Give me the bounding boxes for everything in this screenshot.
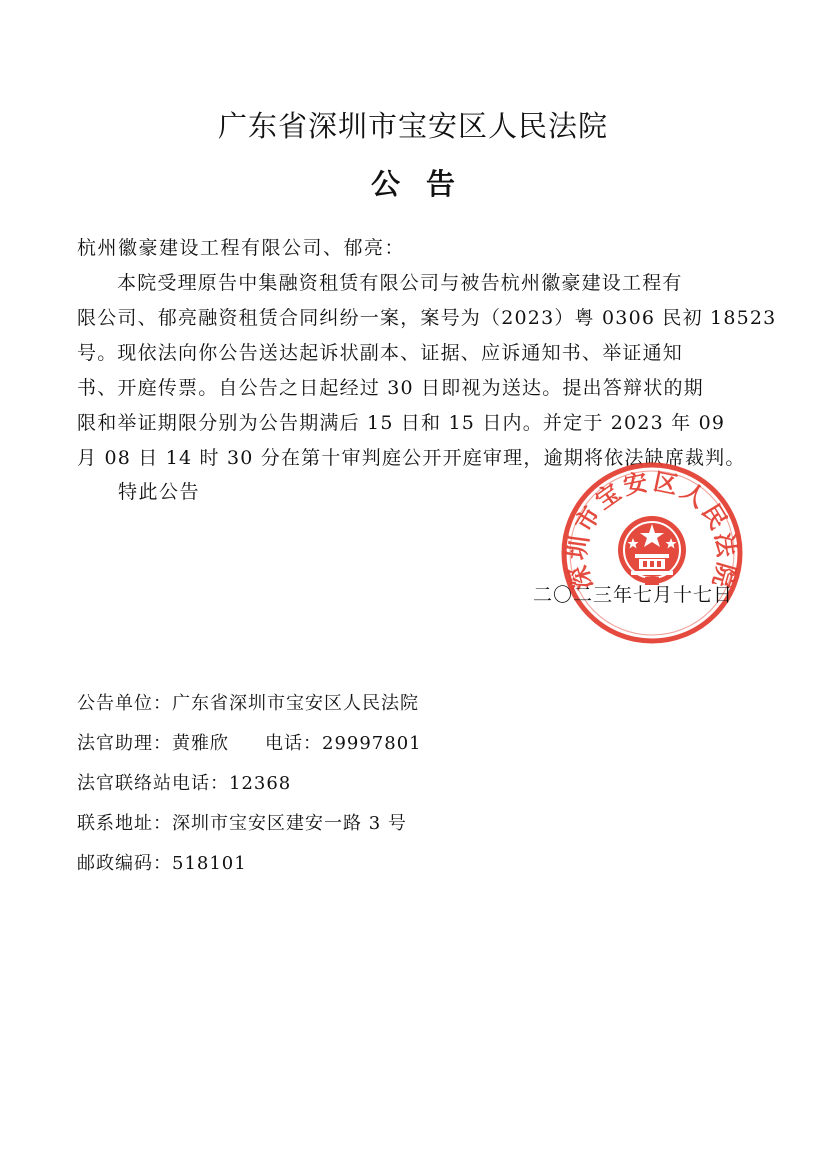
court-title: 广东省深圳市宝安区人民法院 bbox=[217, 109, 608, 143]
address-label: 联系地址： bbox=[77, 813, 172, 834]
body-line: 限和举证期限分别为公告期满后 15 日和 15 日内。并定于 2023 年 09 bbox=[77, 412, 726, 434]
body-line: 号。现依法向你公告送达起诉状副本、证据、应诉通知书、举证通知 bbox=[77, 342, 684, 364]
hotline-label: 法官联络站电话： bbox=[77, 773, 229, 794]
assistant-value: 黄雅欣 bbox=[172, 733, 229, 754]
phone-value: 29997801 bbox=[322, 733, 422, 754]
hotline-row bbox=[77, 764, 422, 804]
notice-body bbox=[77, 266, 777, 476]
assistant-label: 法官助理： bbox=[77, 733, 172, 754]
phone-label: 电话： bbox=[265, 733, 322, 754]
body-line: 月 08 日 14 时 30 分在第十审判庭公开开庭审理，逾期将依法缺席裁判。 bbox=[77, 447, 746, 469]
body-line: 本院受理原告中集融资租赁有限公司与被告杭州徽豪建设工程有 bbox=[117, 272, 683, 294]
assistant-row bbox=[77, 724, 422, 764]
postcode-label: 邮政编码： bbox=[77, 853, 172, 874]
address-row bbox=[77, 804, 422, 844]
seal-text: 深圳市宝安区人民法院 bbox=[562, 467, 742, 594]
body-line: 限公司、郁亮融资租赁合同纠纷一案，案号为（2023）粤 0306 民初 18523 bbox=[77, 307, 777, 329]
postcode-value: 518101 bbox=[172, 853, 247, 874]
unit-value: 广东省深圳市宝安区人民法院 bbox=[172, 693, 419, 714]
unit-label: 公告单位： bbox=[77, 693, 172, 714]
notice-date: 二〇二三年七月十七日 bbox=[533, 584, 734, 606]
body-line: 书、开庭传票。自公告之日起经过 30 日即视为送达。提出答辩状的期 bbox=[77, 377, 704, 399]
closing-text: 特此公告 bbox=[118, 481, 201, 503]
contact-block bbox=[77, 684, 422, 884]
address-value: 深圳市宝安区建安一路 3 号 bbox=[172, 813, 407, 834]
court-seal bbox=[557, 458, 747, 648]
addressee: 杭州徽豪建设工程有限公司、郁亮： bbox=[77, 237, 406, 259]
hotline-value: 12368 bbox=[229, 773, 292, 794]
postcode-row bbox=[77, 844, 422, 884]
notice-title: 公告 bbox=[370, 167, 481, 201]
unit-row bbox=[77, 684, 422, 724]
emblem-icon bbox=[618, 516, 686, 585]
